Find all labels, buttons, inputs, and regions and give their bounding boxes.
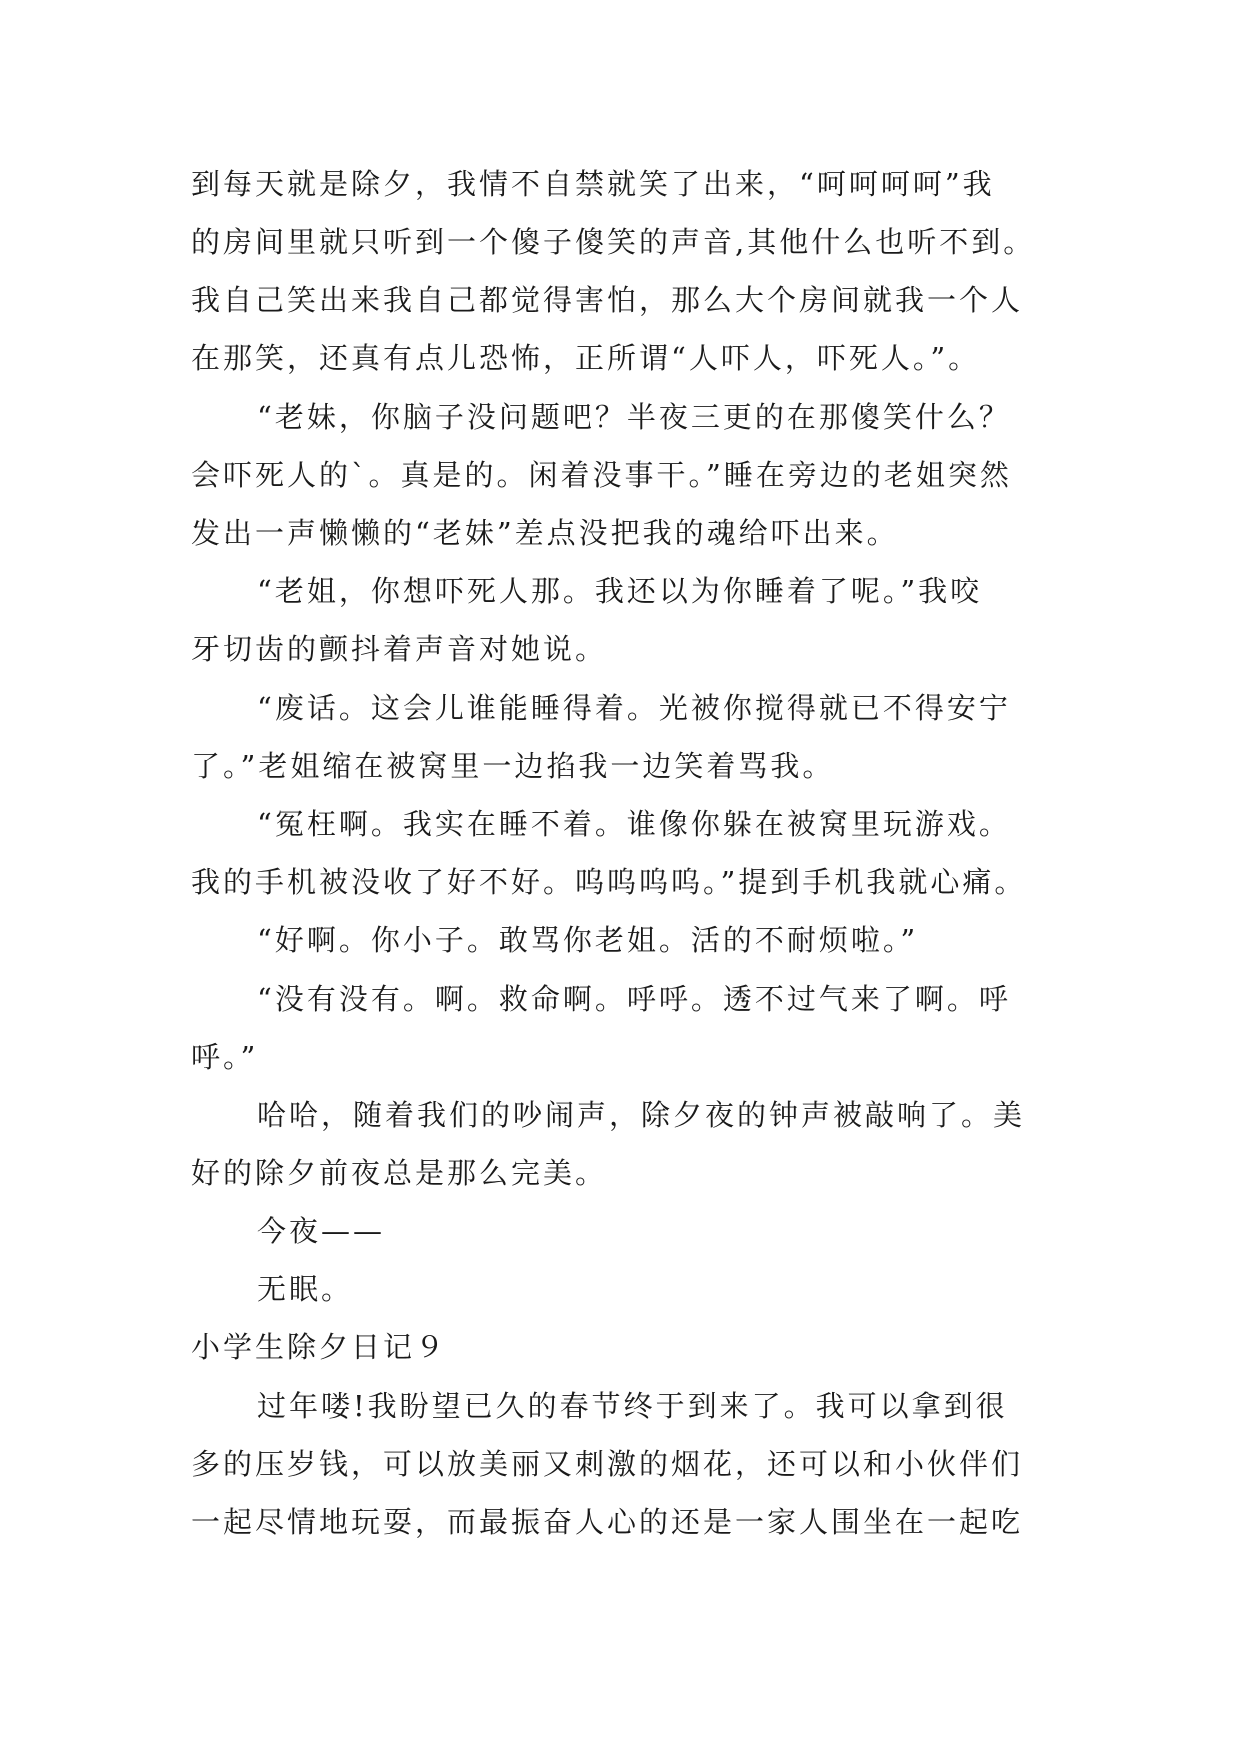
text-line: 好的除夕前夜总是那么完美。 xyxy=(191,1156,608,1190)
text-line: “没有没有。啊。救命啊。呼呼。透不过气来了啊。呼 xyxy=(257,982,1011,1016)
text-line: 我自己笑出来我自己都觉得害怕，那么大个房间就我一个人 xyxy=(191,283,1024,317)
text-line: 在那笑，还真有点儿恐怖，正所谓“人吓人，吓死人。”。 xyxy=(191,341,981,375)
text-line: 牙切齿的颤抖着声音对她说。 xyxy=(191,632,608,666)
text-line: 一起尽情地玩耍，而最振奋人心的还是一家人围坐在一起吃 xyxy=(191,1505,1024,1539)
text-line: 无眠。 xyxy=(257,1272,354,1306)
text-line: 到每天就是除夕，我情不自禁就笑了出来，“呵呵呵呵”我 xyxy=(191,167,995,201)
text-line: “老姐，你想吓死人那。我还以为你睡着了呢。”我咬 xyxy=(257,574,983,608)
text-line: “废话。这会儿谁能睡得着。光被你搅得就已不得安宁 xyxy=(257,691,1011,725)
text-line: 多的压岁钱，可以放美丽又刺激的烟花，还可以和小伙伴们 xyxy=(191,1447,1024,1481)
text-line: 哈哈，随着我们的吵闹声，除夕夜的钟声被敲响了。美 xyxy=(257,1098,1026,1132)
text-line: 发出一声懒懒的“老妹”差点没把我的魂给吓出来。 xyxy=(191,516,899,550)
text-line: 的房间里就只听到一个傻子傻笑的声音,其他什么也听不到。 xyxy=(191,225,1036,259)
text-line: 过年喽!我盼望已久的春节终于到来了。我可以拿到很 xyxy=(257,1389,1008,1423)
text-line: 今夜—— xyxy=(257,1214,386,1248)
text-line: 会吓死人的`。真是的。闲着没事干。”睡在旁边的老姐突然 xyxy=(191,458,1012,492)
text-line: 呼。” xyxy=(191,1040,259,1074)
text-line: “好啊。你小子。敢骂你老姐。活的不耐烦啦。” xyxy=(257,923,919,957)
text-line: 我的手机被没收了好不好。呜呜呜呜。”提到手机我就心痛。 xyxy=(191,865,1027,899)
text-line: 了。”老姐缩在被窝里一边掐我一边笑着骂我。 xyxy=(191,749,835,783)
section-heading: 小学生除夕日记９ xyxy=(191,1330,448,1364)
text-line: “老妹，你脑子没问题吧？半夜三更的在那傻笑什么？ xyxy=(257,400,1011,434)
text-line: “冤枉啊。我实在睡不着。谁像你躲在被窝里玩游戏。 xyxy=(257,807,1011,841)
